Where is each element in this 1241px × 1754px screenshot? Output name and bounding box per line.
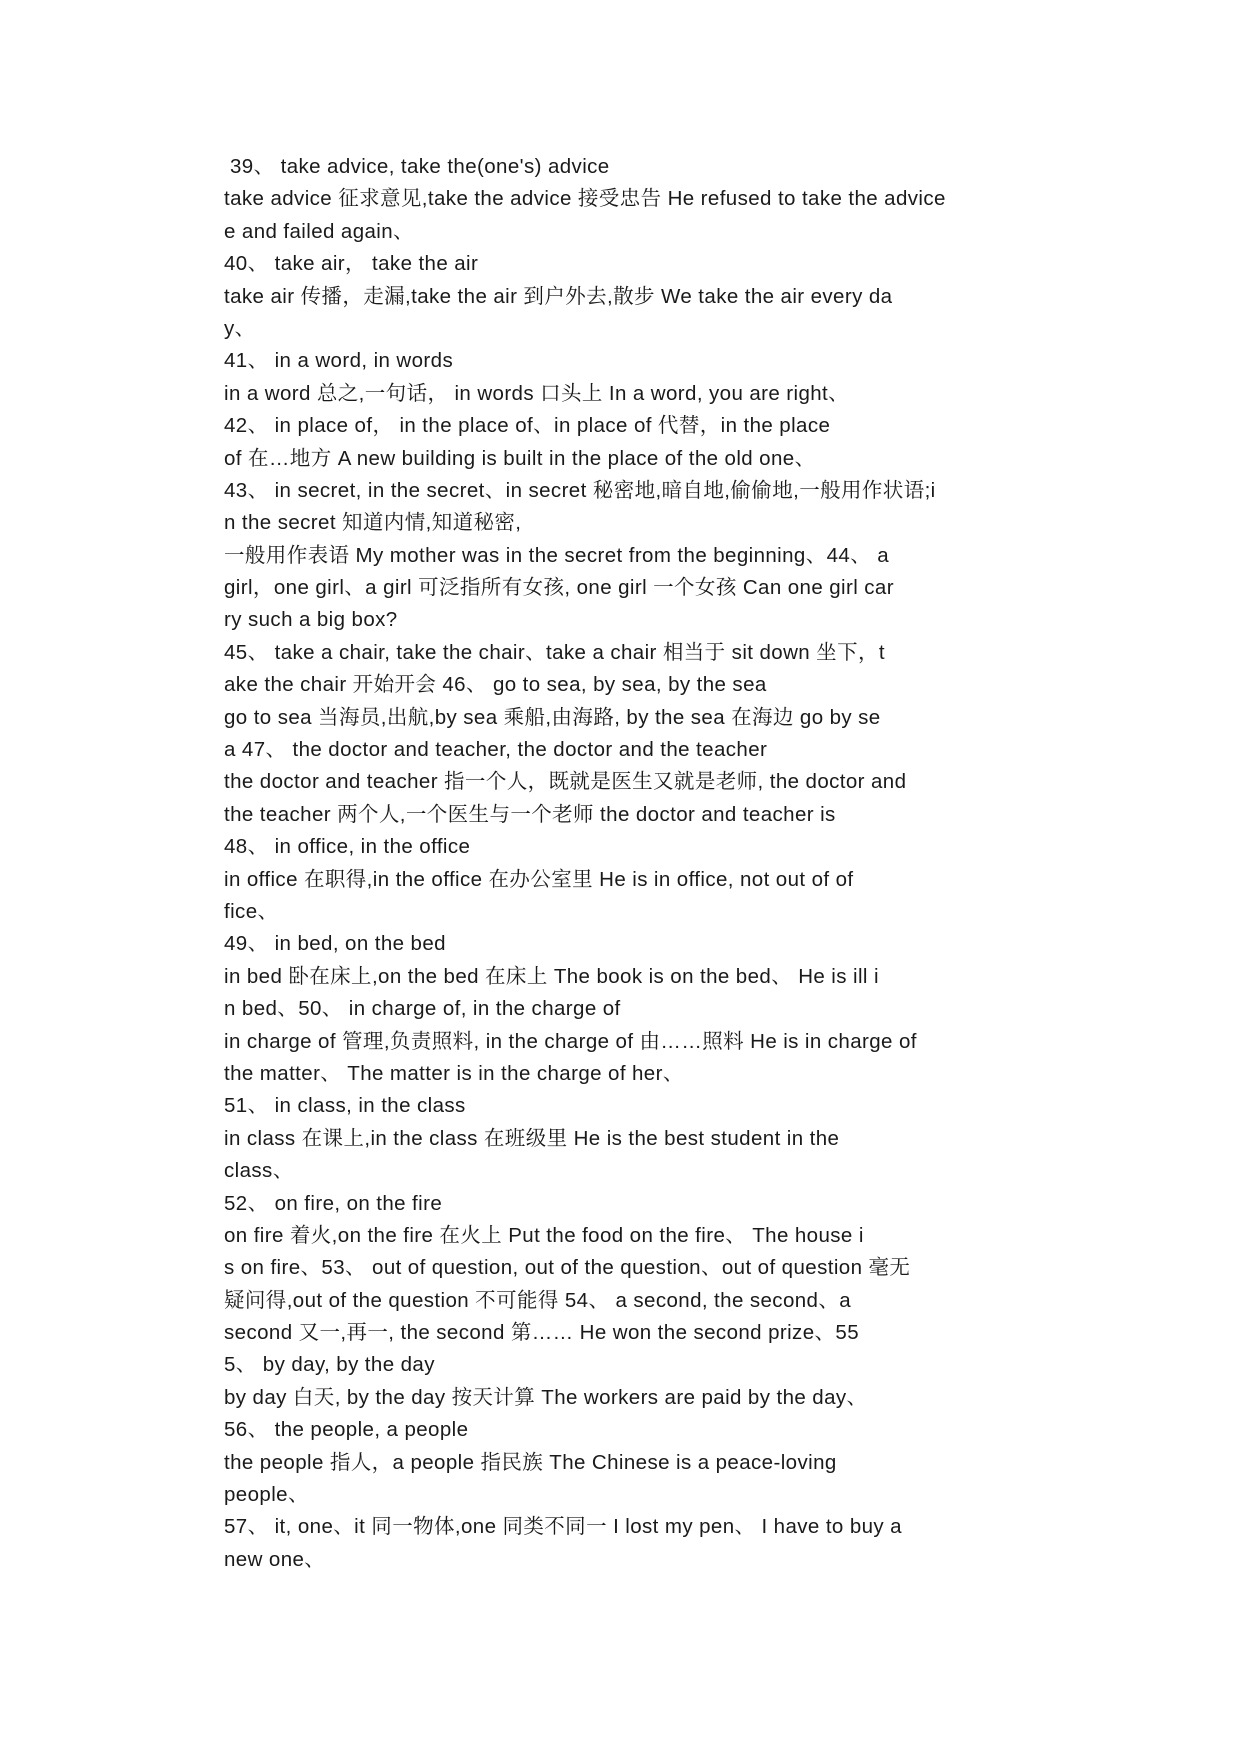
text-line: 42、 in place of， in the place of、in place of 代替，in the place (224, 414, 831, 438)
text-line: n bed、50、 in charge of, in the charge of (224, 997, 621, 1021)
text-line: take advice 征求意见,take the advice 接受忠告 He refused to take the advice (224, 187, 946, 211)
text-line: 56、 the people, a people (224, 1418, 469, 1442)
text-line: 39、 take advice, take the(one's) advice (230, 155, 610, 178)
text-line: second 又一,再一, the second 第…… He won the second prize、55 (224, 1321, 860, 1345)
text-line: e and failed again、 (224, 219, 414, 243)
text-line: 45、 take a chair, take the chair、take a chair 相当于 sit down 坐下，t (224, 640, 885, 664)
text-line: the doctor and teacher 指一个人，既就是医生又就是老师, the doctor and (224, 770, 907, 794)
text-line: of 在…地方 A new building is built in the place of the old one、 (224, 446, 816, 470)
text-line: 43、 in secret, in the secret、in secret 秘密地,暗自地,偷偷地,一般用作状语;i (224, 478, 936, 502)
text-line: 49、 in bed, on the bed (224, 932, 446, 956)
text-line: s on fire、53、 out of question, out of the question、out of question 毫无 (224, 1256, 911, 1280)
text-line: 48、 in office, in the office (224, 835, 471, 859)
text-line: new one、 (224, 1547, 326, 1571)
text-line: take air 传播，走漏,take the air 到户外去,散步 We take the air every da (224, 284, 893, 308)
text-line: fice、 (224, 899, 279, 923)
text-line: ake the chair 开始开会 46、 go to sea, by sea, by the sea (224, 673, 767, 697)
text-line: go to sea 当海员,出航,by sea 乘船,由海路, by the sea 在海边 go by se (224, 705, 881, 729)
text-line: class、 (224, 1159, 294, 1183)
text-line: ry such a big box? (224, 608, 398, 632)
text-line: on fire 着火,on the fire 在火上 Put the food on the fire、 The house i (224, 1223, 864, 1247)
text-line: in office 在职得,in the office 在办公室里 He is in office, not out of of (224, 867, 854, 891)
text-line: in class 在课上,in the class 在班级里 He is the best student in the (224, 1126, 840, 1150)
text-line: 57、 it, one、it 同一物体,one 同类不同一 I lost my pen、 I have to buy a (224, 1515, 902, 1539)
text-line: in bed 卧在床上,on the bed 在床上 The book is on the bed、 He is ill i (224, 964, 879, 988)
text-line: n the secret 知道内情,知道秘密, (224, 511, 522, 535)
text-line: y、 (224, 316, 256, 340)
text-line: in a word 总之,一句话， in words 口头上 In a word, you are right、 (224, 381, 850, 405)
text-line: 51、 in class, in the class (224, 1094, 466, 1118)
text-line: 疑问得,out of the question 不可能得 54、 a second, the second、a (224, 1288, 852, 1312)
text-line: 41、 in a word, in words (224, 349, 454, 373)
text-line: 52、 on fire, on the fire (224, 1191, 443, 1215)
document-body (224, 151, 1064, 1576)
text-line: 5、 by day, by the day (224, 1353, 435, 1377)
text-line: a 47、 the doctor and teacher, the doctor and the teacher (224, 738, 768, 762)
text-line: the matter、 The matter is in the charge of her、 (224, 1061, 684, 1085)
text-line: 一般用作表语 My mother was in the secret from the beginning、44、 a (224, 543, 890, 567)
text-line: in charge of 管理,负责照料, in the charge of 由……照料 He is in charge of (224, 1029, 917, 1053)
text-line: people、 (224, 1483, 309, 1507)
text-line: 40、 take air， take the air (224, 252, 479, 276)
text-line: by day 白天, by the day 按天计算 The workers are paid by the day、 (224, 1385, 868, 1409)
text-line: the teacher 两个人,一个医生与一个老师 the doctor and teacher is (224, 802, 836, 826)
text-line: girl，one girl、a girl 可泛指所有女孩, one girl 一个女孩 Can one girl car (224, 576, 894, 600)
text-line: the people 指人，a people 指民族 The Chinese is a peace-loving (224, 1450, 837, 1474)
